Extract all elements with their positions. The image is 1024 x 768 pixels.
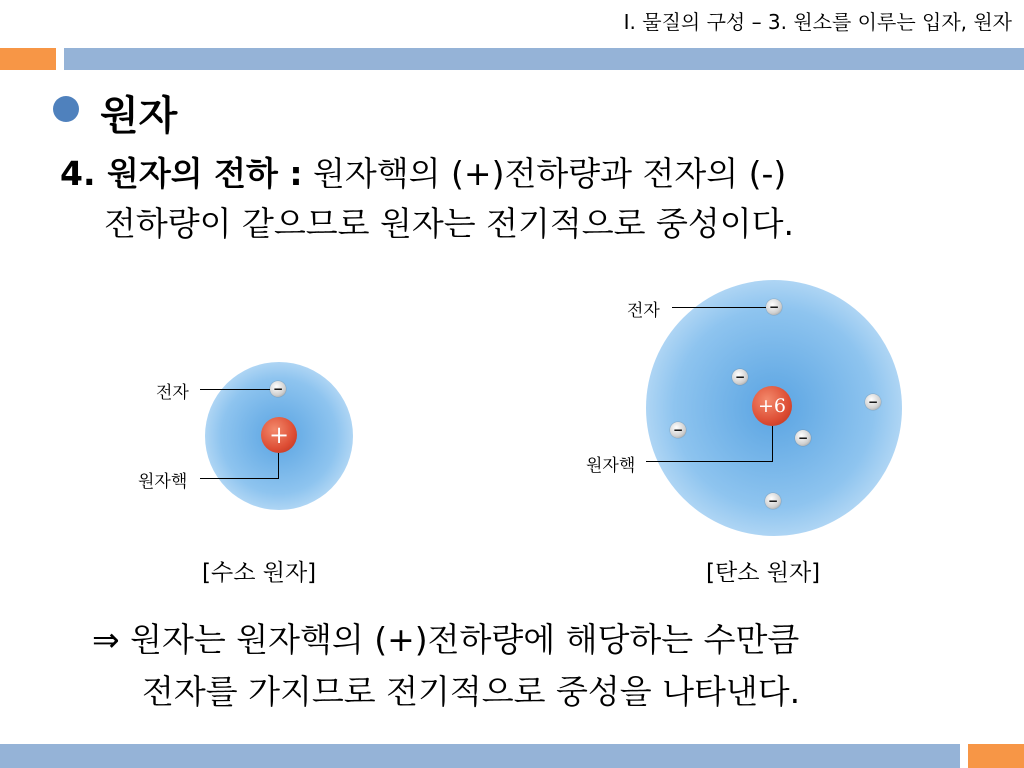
bullet-dot-icon	[53, 96, 79, 122]
carbon-nucleus-leader-vertical	[772, 426, 773, 462]
top-accent-bar-orange	[0, 48, 56, 70]
point-line-2: 전하량이 같으므로 원자는 전기적으로 중성이다.	[104, 204, 795, 243]
point-line-1	[60, 148, 786, 195]
carbon-nucleus: +6	[752, 386, 792, 426]
carbon-electron-leader-line	[672, 307, 766, 308]
carbon-caption: [탄소 원자]	[706, 560, 821, 586]
slide-breadcrumb: Ⅰ. 물질의 구성 – 3. 원소를 이루는 입자, 원자	[623, 10, 1012, 34]
carbon-electron: −	[765, 493, 781, 509]
carbon-nucleus-label: 원자핵	[586, 456, 636, 476]
slide-title: 원자	[100, 93, 178, 139]
hydrogen-nucleus-leader-horizontal	[200, 478, 279, 479]
carbon-electron: −	[795, 430, 811, 446]
conclusion-line-1: ⇒ 원자는 원자핵의 (+)전하량에 해당하는 수만큼	[92, 620, 800, 659]
carbon-electron: −	[865, 394, 881, 410]
point-label: 4. 원자의 전하 :	[60, 154, 303, 193]
point-text-1: 원자핵의 (+)전하량과 전자의 (-)	[302, 154, 787, 193]
carbon-electron: −	[732, 369, 748, 385]
top-accent-bar-blue	[64, 48, 1024, 70]
hydrogen-electron-label: 전자	[156, 383, 189, 403]
carbon-electron: −	[766, 299, 782, 315]
hydrogen-electron: −	[270, 381, 286, 397]
hydrogen-caption: [수소 원자]	[202, 560, 317, 586]
hydrogen-nucleus-leader-vertical	[278, 453, 279, 479]
bottom-accent-bar-blue	[0, 744, 960, 768]
carbon-electron-label: 전자	[627, 301, 660, 321]
hydrogen-nucleus-label: 원자핵	[138, 472, 188, 492]
conclusion-line-2: 전자를 가지므로 전기적으로 중성을 나타낸다.	[142, 672, 801, 711]
carbon-electron: −	[670, 422, 686, 438]
hydrogen-nucleus: +	[261, 417, 297, 453]
carbon-nucleus-leader-horizontal	[646, 461, 773, 462]
bottom-accent-bar-orange	[968, 744, 1024, 768]
hydrogen-electron-leader-line	[200, 389, 270, 390]
